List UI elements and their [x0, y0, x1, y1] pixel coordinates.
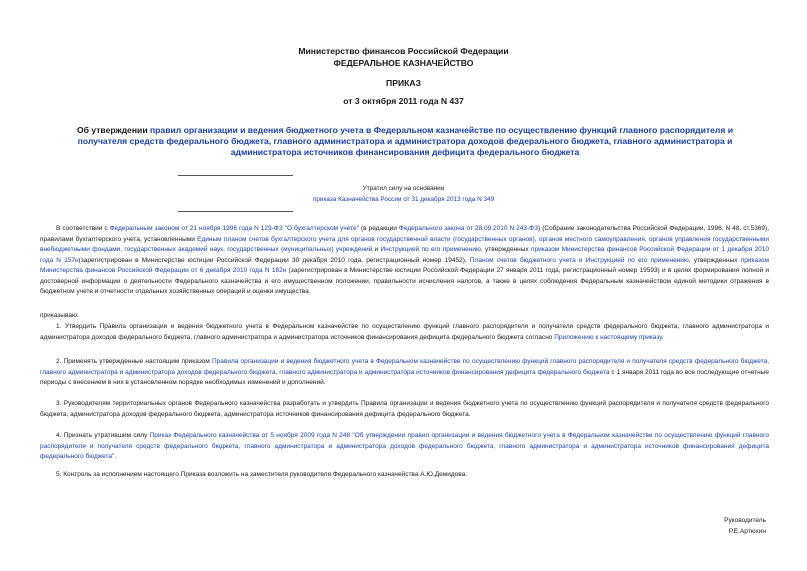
- preamble-text: , утвержденных: [480, 246, 531, 253]
- appendix-link[interactable]: Приложению к настоящему приказу: [554, 333, 662, 341]
- preamble-text: и: [372, 246, 381, 253]
- signatory-position: Руководитель: [724, 517, 766, 524]
- order-157n-link[interactable]: приказом Министерства финансов Российской Федерации от 1 декабря 2010 года N 157н: [40, 246, 769, 264]
- item-5-paragraph: 5. Контроль за исполнением настоящего Приказа возложить на заместителя руководителя Федерального казначейства А.Ю.Демидова.: [56, 471, 468, 478]
- preamble-text: В соответствии с: [56, 225, 110, 232]
- item-3-paragraph: 3. Руководителям территориальных органов Федерального казначейства разработать и утвердить Правила организации и ведения бюджетного учета по осуществлению функций распорядителя и получателя средств федерального бюджета, администратора доходов федерального бюджета, администратора источников финансирования дефицита федерального бюджета.: [40, 400, 769, 418]
- item-4-text: 4. Признать утратившим силу: [56, 432, 150, 439]
- document-title: [60, 125, 750, 158]
- title-rules-link[interactable]: правил организации и ведения бюджетного учета в Федеральном казначействе по осуществлению функций главного распорядителя и получателя средств федерального бюджета, главного администратора и администратора доходов федерального бюджета, главного администратора и администратора источников финансирования дефицита федерального бюджета: [77, 125, 734, 157]
- preamble-text: (зарегистрирован в Министерстве юстиции Российской Федерации 27 января 2011 года, регистрационный номер 19593) и в целях формирования полной и достоверной информации о деятельности Федерального казначейства и его имущественном положении, правильности исчисления налогов, а также в целях соблюдения Федеральным казначейством единой методики отражения в бюджетном учете и отчетности отдельных хозяйственных операций и оценки имущества: [40, 267, 770, 295]
- title-prefix: Об утверждении: [76, 125, 150, 135]
- preamble-paragraph: [40, 224, 769, 298]
- budget-chart-of-accounts-link[interactable]: Планом счетов бюджетного учета и Инструкцией по его применению: [469, 256, 689, 264]
- divider-top: [178, 175, 293, 176]
- unified-chart-of-accounts-link[interactable]: Единым планом счетов бухгалтерского учета для органов государственной власти (государственных органов), органов местного самоуправления, органов управления государственными внебюджетными фондами, государственных академий наук, государственных (муниципальных) учреждений: [40, 235, 770, 253]
- item-1-paragraph: [40, 322, 769, 343]
- preamble-text: , утвержденных: [688, 256, 741, 264]
- ministry-name: Министерство финансов Российской Федерации: [298, 46, 509, 56]
- order-248-link[interactable]: Приказ Федерального казначейства от 5 ноября 2009 года N 248 "Об утверждении правил организации и ведения бюджетного учета в Федеральном казначействе по осуществлению функций главного распорядителя и получателя средств федерального бюджета, главного администратора и администратора доходов федерального бюджета, главного администратора и администратора источников финансирования дефицита федерального бюджета": [40, 432, 769, 460]
- law-edition-link[interactable]: Федерального закона от 28.09.2010 N 243-ФЗ: [398, 225, 539, 232]
- preamble-text: ) (Собрание законодательства Российской Федерации, 1996, N 48, ст.5369), правилами бухгалтерского учета, установленными: [40, 225, 770, 243]
- signatory-name: Р.Е.Артюхин: [728, 528, 766, 535]
- lost-force-text: Утратил силу на основании: [362, 185, 445, 192]
- order-word: приказываю:: [40, 312, 79, 319]
- treasury-name: ФЕДЕРАЛЬНОЕ КАЗНАЧЕЙСТВО: [333, 58, 474, 68]
- item-1-text: .: [661, 333, 664, 341]
- item-4-text: .: [114, 453, 117, 460]
- item-2-paragraph: [40, 357, 769, 389]
- instruction-link[interactable]: Инструкцией по его применению: [380, 246, 481, 253]
- document-type: ПРИКАЗ: [386, 78, 421, 88]
- item-4-paragraph: [40, 431, 769, 463]
- item-2-text: 2. Применять утвержденные настоящим приказом: [56, 358, 212, 365]
- order-162n-link[interactable]: приказом Министерства финансов Российской Федерации от 6 декабря 2010 года N 162н: [40, 256, 769, 274]
- item-2-text: с 1 января 2011 года во все последующие отчетные периоды с внесением в них в установленном порядке необходимых изменений и дополнений.: [40, 368, 769, 386]
- document-date-number: от 3 октября 2011 года N 437: [343, 96, 464, 106]
- preamble-text: (зарегистрирован в Министерстве юстиции Российской Федерации 30 декабря 2010 года, регистрационный номер 19452),: [78, 256, 470, 264]
- rules-link[interactable]: Правила организации и ведения бюджетного учета в Федеральном казначействе по осуществлению функций главного распорядителя и получателя средств федерального бюджета, главного администратора и администратора доходов федерального бюджета, главного администратора и администратора источников финансирования дефицита федерального бюджета: [40, 358, 770, 376]
- item-1-text: 1. Утвердить Правила организации и ведения бюджетного учета в Федеральном казначействе по осуществлению функций главного распорядителя и получателя средств федерального бюджета, главного администратора и администратора доходов федерального бюджета, главного администратора и администратора источников финансирования дефицита федерального бюджета согласно: [40, 323, 769, 341]
- preamble-text: (в редакции: [358, 225, 399, 232]
- lost-force-link[interactable]: приказа Казначейства России от 31 декабря 2013 года N 349: [312, 196, 495, 203]
- accounting-law-link[interactable]: Федеральным законом от 21 ноября 1996 года N 129-ФЗ "О бухгалтерском учете": [109, 225, 359, 232]
- divider-bottom: [178, 211, 293, 212]
